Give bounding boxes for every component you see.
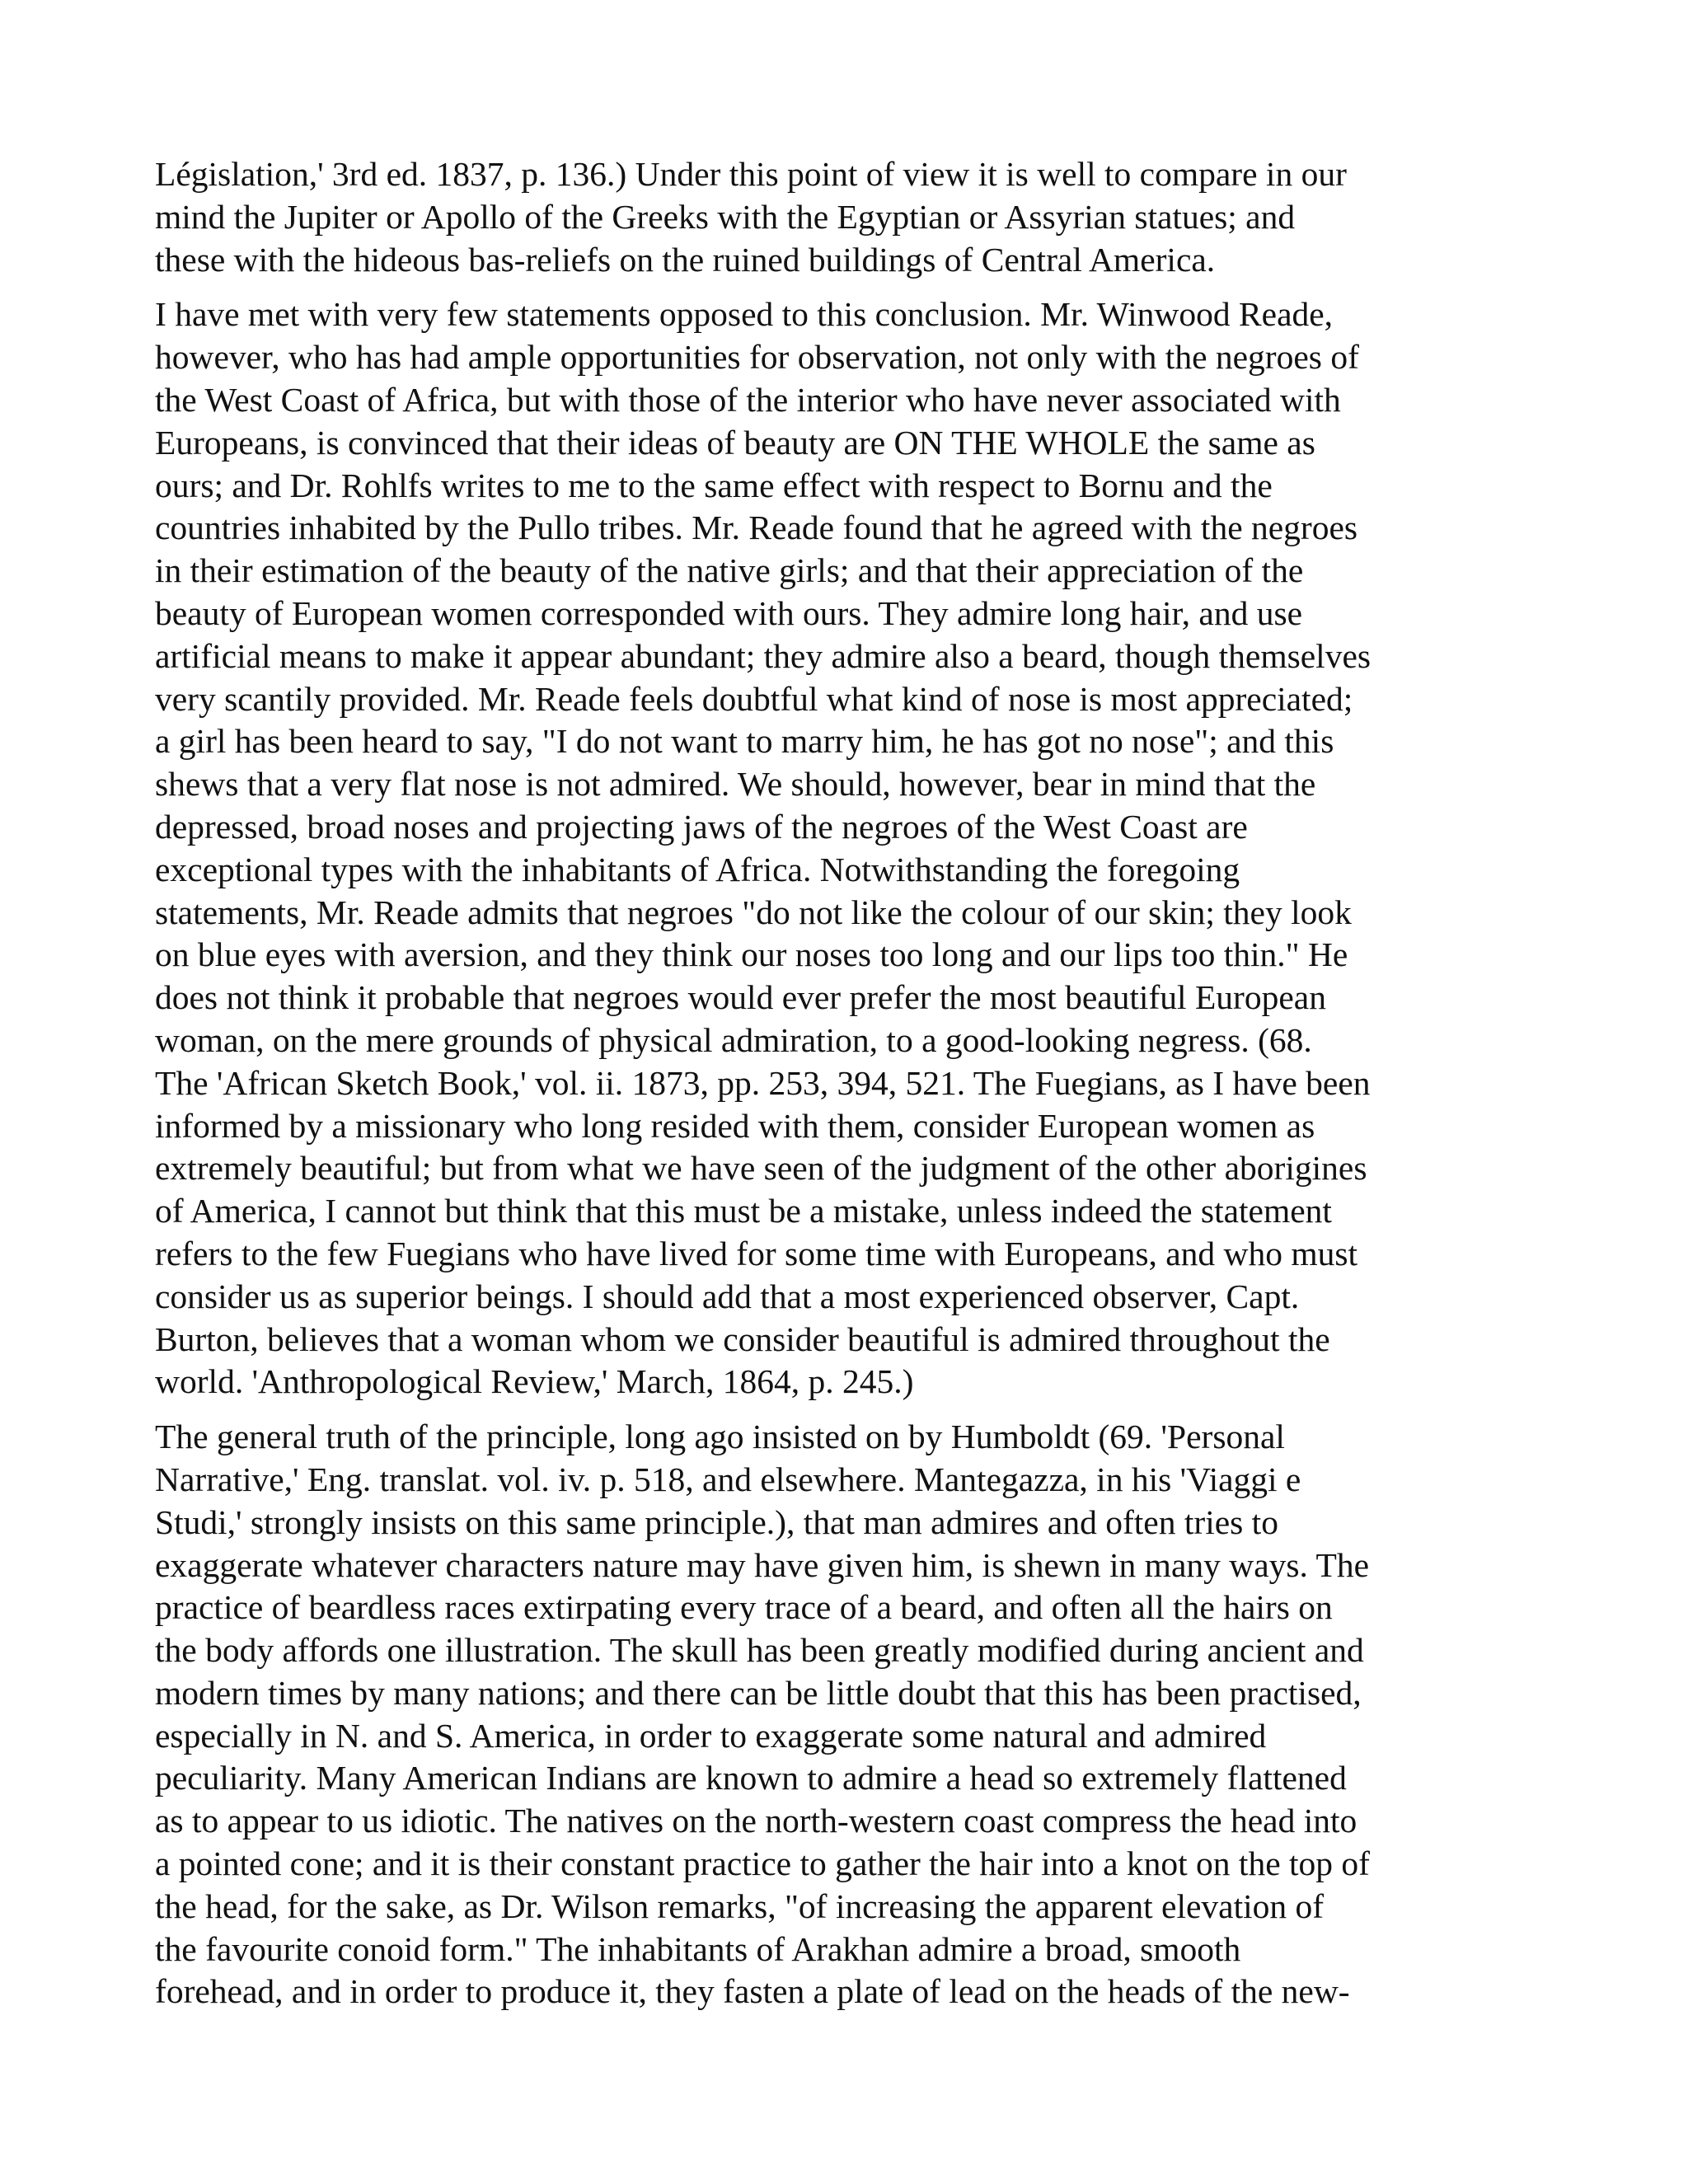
text-line: mind the Jupiter or Apollo of the Greeks with the Egyptian or Assyrian statues; and <box>155 197 1296 236</box>
text-line: Studi,' strongly insists on this same principle.), that man admires and often tries to <box>155 1502 1278 1541</box>
text-line: countries inhabited by the Pullo tribes. Mr. Reade found that he agreed with the negroes <box>155 509 1358 547</box>
paragraph-1 <box>155 153 1556 281</box>
text-line: very scantily provided. Mr. Reade feels doubtful what kind of nose is most appreciated; <box>155 679 1353 718</box>
paragraph-3 <box>155 1416 1556 2013</box>
text-line: however, who has had ample opportunities for observation, not only with the negroes of <box>155 338 1359 377</box>
document-page <box>155 153 1556 2013</box>
text-line: these with the hideous bas-reliefs on the ruined buildings of Central America. <box>155 240 1216 279</box>
text-line: The general truth of the principle, long ago insisted on by Humboldt (69. 'Personal <box>155 1418 1285 1456</box>
text-line: woman, on the mere grounds of physical admiration, to a good-looking negress. (68. <box>155 1020 1312 1059</box>
text-line: shews that a very flat nose is not admired. We should, however, bear in mind that the <box>155 765 1316 804</box>
text-line: the West Coast of Africa, but with those of the interior who have never associated with <box>155 380 1341 419</box>
text-line: Narrative,' Eng. translat. vol. iv. p. 518, and elsewhere. Mantegazza, in his 'Viaggi e <box>155 1460 1301 1498</box>
text-line: artificial means to make it appear abundant; they admire also a beard, though themselves <box>155 636 1372 675</box>
text-line: informed by a missionary who long resided with them, consider European women as <box>155 1106 1315 1145</box>
text-line: modern times by many nations; and there can be little doubt that this has been practised, <box>155 1673 1362 1712</box>
text-line: beauty of European women corresponded with ours. They admire long hair, and use <box>155 593 1303 632</box>
text-line: Burton, believes that a woman whom we consider beautiful is admired throughout the <box>155 1319 1330 1358</box>
text-line: The 'African Sketch Book,' vol. ii. 1873, pp. 253, 394, 521. The Fuegians, as I have been <box>155 1063 1371 1102</box>
text-line: ours; and Dr. Rohlfs writes to me to the same effect with respect to Bornu and the <box>155 466 1273 504</box>
text-line: world. 'Anthropological Review,' March, 1864, p. 245.) <box>155 1362 914 1401</box>
text-line: on blue eyes with aversion, and they think our noses too long and our lips too thin." He <box>155 935 1348 974</box>
text-line: exceptional types with the inhabitants of Africa. Notwithstanding the foregoing <box>155 850 1240 888</box>
text-line: depressed, broad noses and projecting jaws of the negroes of the West Coast are <box>155 807 1248 846</box>
text-line: refers to the few Fuegians who have lived for some time with Europeans, and who must <box>155 1234 1358 1272</box>
text-line: statements, Mr. Reade admits that negroes "do not like the colour of our skin; they look <box>155 893 1352 931</box>
paragraph-spacer <box>155 281 1556 293</box>
text-line: of America, I cannot but think that this must be a mistake, unless indeed the statement <box>155 1192 1332 1230</box>
text-line: in their estimation of the beauty of the native girls; and that their appreciation of the <box>155 551 1304 590</box>
text-line: the favourite conoid form." The inhabitants of Arakhan admire a broad, smooth <box>155 1929 1241 1968</box>
text-line: the head, for the sake, as Dr. Wilson remarks, "of increasing the apparent elevation of <box>155 1886 1325 1925</box>
text-line: peculiarity. Many American Indians are known to admire a head so extremely flattened <box>155 1759 1347 1797</box>
text-line: exaggerate whatever characters nature may have given him, is shewn in many ways. The <box>155 1545 1370 1584</box>
text-line: extremely beautiful; but from what we have seen of the judgment of the other aborigines <box>155 1149 1367 1188</box>
text-line: as to appear to us idiotic. The natives on the north-western coast compress the head into <box>155 1802 1357 1840</box>
text-line: does not think it probable that negroes would ever prefer the most beautiful European <box>155 978 1326 1017</box>
text-line: especially in N. and S. America, in order to exaggerate some natural and admired <box>155 1716 1267 1755</box>
text-line: a girl has been heard to say, "I do not want to marry him, he has got no nose"; and this <box>155 722 1334 761</box>
text-line: a pointed cone; and it is their constant practice to gather the hair into a knot on the top of <box>155 1844 1370 1883</box>
text-line: consider us as superior beings. I should add that a most experienced observer, Capt. <box>155 1277 1300 1315</box>
text-line: Europeans, is convinced that their ideas of beauty are ON THE WHOLE the same as <box>155 423 1315 462</box>
paragraph-spacer <box>155 1404 1556 1416</box>
text-line: I have met with very few statements opposed to this conclusion. Mr. Winwood Reade, <box>155 295 1334 334</box>
text-line: Législation,' 3rd ed. 1837, p. 136.) Under this point of view it is well to compare in our <box>155 155 1347 193</box>
text-line: the body affords one illustration. The skull has been greatly modified during ancient and <box>155 1631 1364 1670</box>
paragraph-2 <box>155 293 1556 1404</box>
text-line: practice of beardless races extirpating every trace of a beard, and often all the hairs on <box>155 1588 1333 1627</box>
text-line: forehead, and in order to produce it, they fasten a plate of lead on the heads of the new- <box>155 1972 1350 2011</box>
